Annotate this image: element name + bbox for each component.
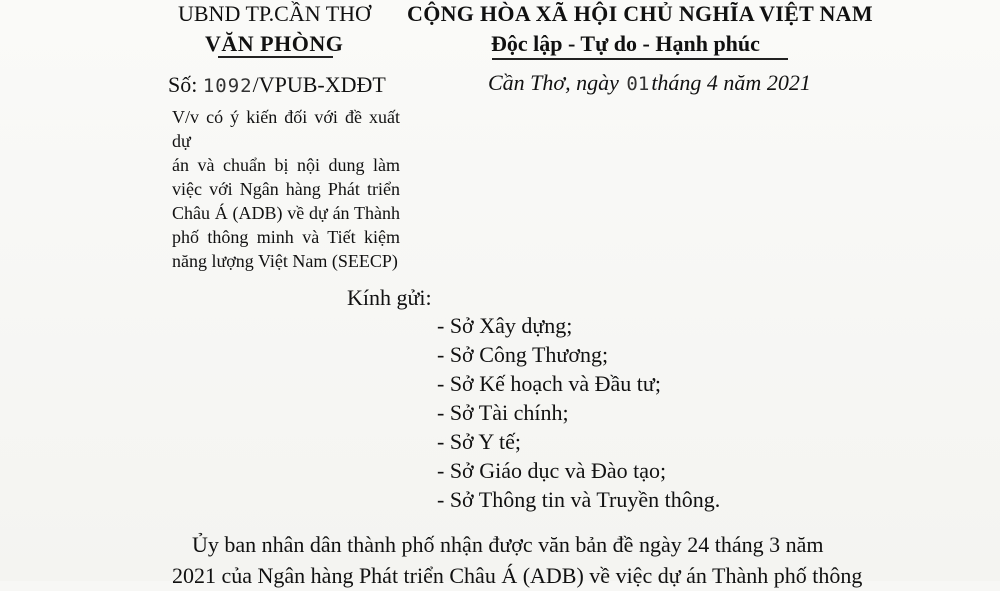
date-suffix: tháng 4 năm 2021 xyxy=(651,70,811,95)
document-number-suffix: /VPUB-XDĐT xyxy=(252,72,386,97)
subject-line: việc với Ngân hàng Phát triển xyxy=(172,179,400,199)
subject-line: án và chuẩn bị nội dung làm xyxy=(172,155,400,175)
body-paragraph xyxy=(172,529,912,591)
recipient-item: - Sở Kế hoạch và Đầu tư; xyxy=(437,371,661,396)
subject-summary xyxy=(172,105,400,273)
recipients-list xyxy=(437,311,720,514)
issue-place-date xyxy=(488,70,811,96)
office-underline xyxy=(218,56,333,58)
date-day-handwritten: 01 xyxy=(626,73,650,95)
recipient-item: - Sở Công Thương; xyxy=(437,342,609,367)
national-motto: Độc lập - Tự do - Hạnh phúc xyxy=(491,31,760,56)
document-number-label: Số: xyxy=(168,72,203,97)
subject-line: Châu Á (ADB) về dự án Thành xyxy=(172,203,400,223)
subject-line: V/v có ý kiến đối với đề xuất dự xyxy=(172,107,400,151)
recipient-item: - Sở Xây dựng; xyxy=(437,313,573,338)
issuing-office: VĂN PHÒNG xyxy=(205,31,344,56)
document-number xyxy=(168,72,386,98)
date-prefix: Cần Thơ, ngày xyxy=(488,70,625,95)
issuing-authority: UBND TP.CẦN THƠ xyxy=(178,1,371,26)
recipient-item: - Sở Thông tin và Truyền thông. xyxy=(437,487,721,512)
national-title: CỘNG HÒA XÃ HỘI CHỦ NGHĨA VIỆT NAM xyxy=(407,1,873,26)
recipient-item: - Sở Tài chính; xyxy=(437,400,569,425)
body-line: Ủy ban nhân dân thành phố nhận được văn bản đề ngày 24 tháng 3 năm xyxy=(192,532,824,557)
subject-line: phố thông minh và Tiết kiệm xyxy=(172,227,400,247)
recipients-greeting: Kính gửi: xyxy=(347,285,432,310)
subject-line: năng lượng Việt Nam (SEECP) xyxy=(172,251,398,271)
document-number-handwritten: 1092 xyxy=(202,75,253,97)
recipient-item: - Sở Giáo dục và Đào tạo; xyxy=(437,458,667,483)
motto-underline xyxy=(492,58,788,60)
body-line: 2021 của Ngân hàng Phát triển Châu Á (ADB) về việc dự án Thành phố thông xyxy=(172,563,863,588)
recipient-item: - Sở Y tế; xyxy=(437,429,521,454)
